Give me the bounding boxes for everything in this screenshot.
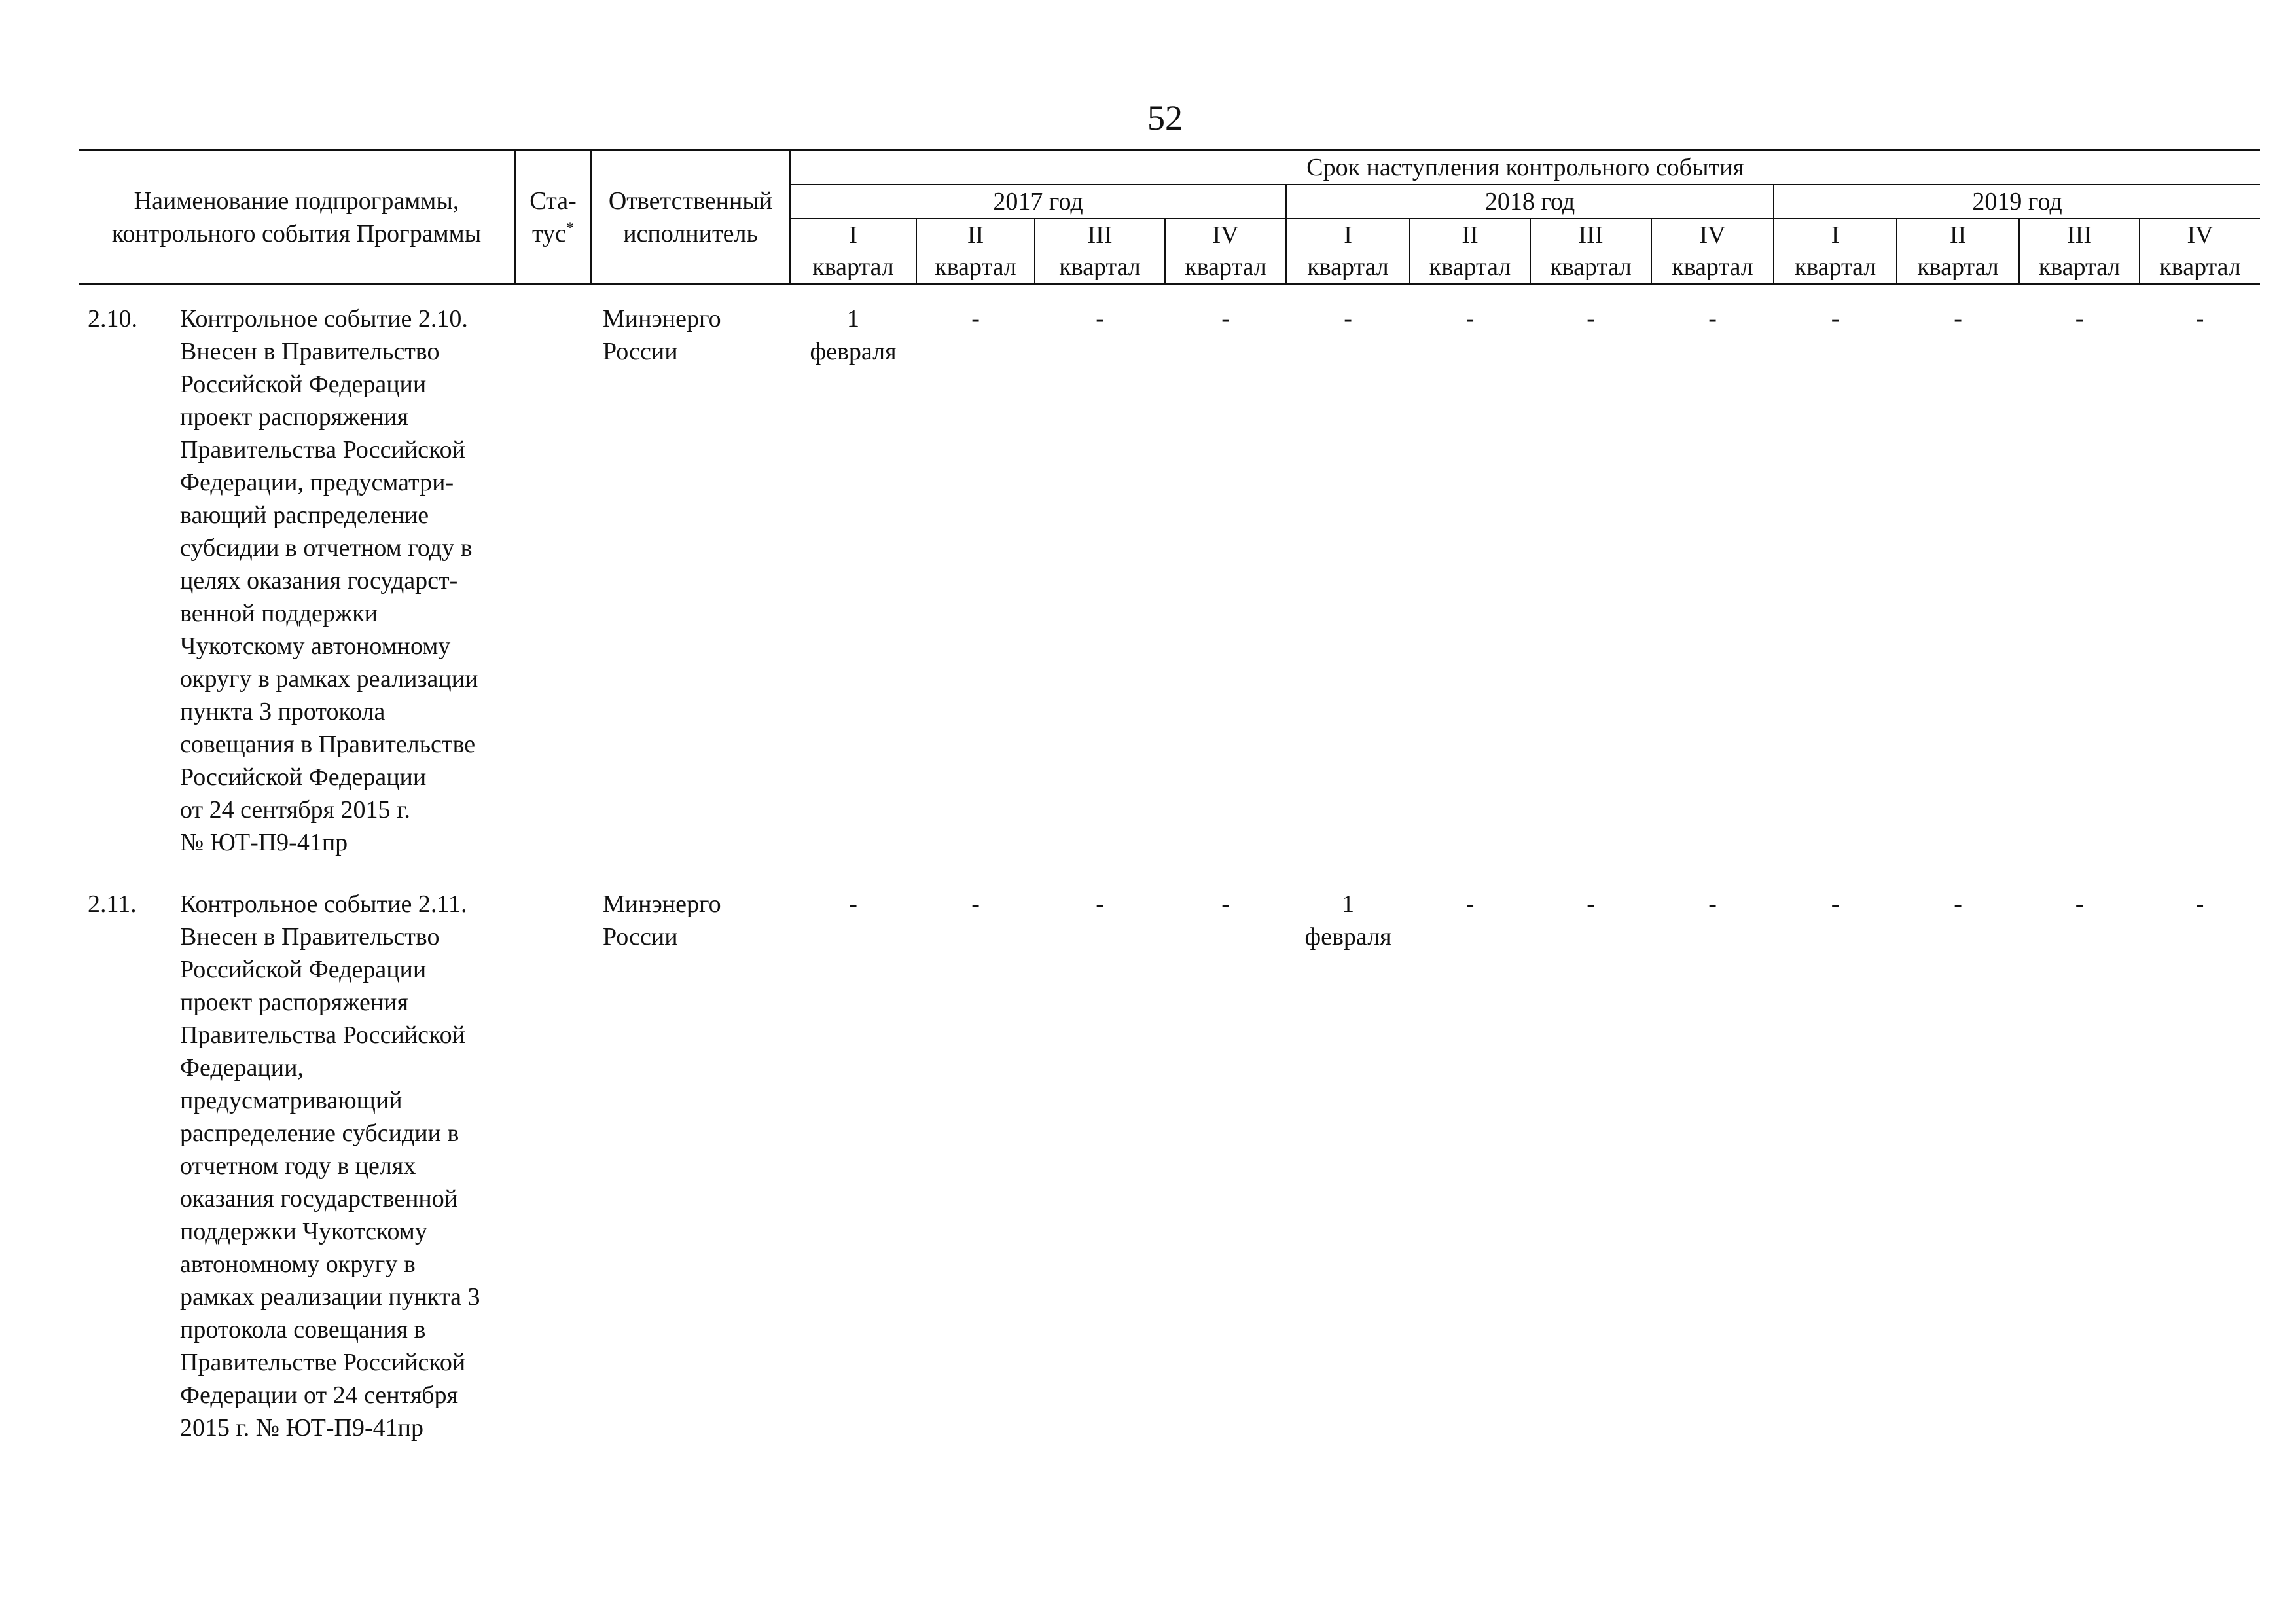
deadline-value: - bbox=[971, 890, 980, 918]
event-description-line: Федерации, предусматри- bbox=[180, 469, 454, 496]
table-body bbox=[79, 285, 2260, 1445]
deadline-value: - bbox=[1465, 305, 1475, 333]
deadline-value: - bbox=[1954, 305, 1962, 333]
header-year-2019: 2019 год bbox=[1774, 185, 2260, 219]
quarter-deadline-cell bbox=[1410, 302, 1530, 859]
deadline-value: - bbox=[2075, 305, 2084, 333]
event-description-line: Российской Федерации bbox=[180, 763, 427, 791]
deadline-value: - bbox=[1831, 890, 1840, 918]
quarter-deadline-cell bbox=[1897, 888, 2019, 1444]
quarter-label: квартал bbox=[935, 253, 1016, 281]
event-description-line: от 24 сентября 2015 г. bbox=[180, 796, 410, 824]
event-description-line: рамках реализации пункта 3 bbox=[180, 1283, 480, 1311]
deadline-value: - bbox=[1831, 305, 1840, 333]
responsible-executor bbox=[591, 302, 790, 859]
executor-line: России bbox=[603, 338, 678, 365]
quarter-deadline-cell bbox=[1774, 302, 1897, 859]
quarter-numeral: IV bbox=[1212, 221, 1239, 249]
event-description-line: проект распоряжения bbox=[180, 403, 409, 431]
quarter-label: квартал bbox=[1794, 253, 1876, 281]
event-description-line: целях оказания государст- bbox=[180, 567, 458, 594]
deadline-value: - bbox=[2195, 890, 2204, 918]
quarter-deadline-cell bbox=[2019, 302, 2140, 859]
event-description-line: Внесен в Правительство bbox=[180, 923, 440, 951]
event-description-line: Российской Федерации bbox=[180, 956, 427, 983]
event-description-line: Правительстве Российской bbox=[180, 1349, 466, 1376]
event-description bbox=[166, 302, 515, 859]
event-description-line: Федерации, bbox=[180, 1054, 304, 1082]
deadline-value: - bbox=[849, 890, 857, 918]
event-description-line: 2015 г. № ЮТ-П9-41пр bbox=[180, 1414, 423, 1442]
header-quarter-2-2 bbox=[1410, 219, 1530, 285]
header-status-footnote-mark: * bbox=[566, 219, 574, 237]
header-status-line2: тус bbox=[532, 220, 566, 247]
quarter-label: квартал bbox=[2038, 253, 2121, 281]
quarter-deadline-cell bbox=[2140, 888, 2260, 1444]
header-status-column bbox=[515, 151, 591, 285]
header-quarter-2-4 bbox=[1651, 219, 1774, 285]
event-description-line: вающий распределение bbox=[180, 501, 429, 529]
deadline-value: - bbox=[2195, 305, 2204, 333]
table-row bbox=[79, 302, 2260, 859]
executor-line: Минэнерго bbox=[603, 305, 721, 333]
event-description-line: венной поддержки bbox=[180, 600, 378, 627]
executor-line: России bbox=[603, 923, 678, 951]
quarter-label: квартал bbox=[1917, 253, 1999, 281]
quarter-label: квартал bbox=[1307, 253, 1389, 281]
quarter-numeral: III bbox=[1087, 221, 1113, 249]
event-description-line: протокола совещания в bbox=[180, 1316, 426, 1343]
deadline-value: 1 bbox=[847, 305, 860, 333]
quarter-label: квартал bbox=[1185, 253, 1266, 281]
header-status-line1: Ста- bbox=[529, 187, 577, 215]
event-description-line: отчетном году в целях bbox=[180, 1152, 416, 1180]
quarter-deadline-cell bbox=[1530, 888, 1651, 1444]
deadline-value: - bbox=[1954, 890, 1962, 918]
quarter-label: квартал bbox=[1672, 253, 1753, 281]
event-description-line: автономному округу в bbox=[180, 1250, 416, 1278]
quarter-label: квартал bbox=[1059, 253, 1141, 281]
quarter-label: квартал bbox=[812, 253, 894, 281]
header-executor-column bbox=[591, 151, 790, 285]
header-quarter-3-4 bbox=[2140, 219, 2260, 285]
quarter-deadline-cell bbox=[1774, 888, 1897, 1444]
event-description-line: Чукотскому автономному bbox=[180, 632, 451, 660]
header-year-2018: 2018 год bbox=[1286, 185, 1774, 219]
header-quarter-1-2 bbox=[916, 219, 1035, 285]
header-deadline-caption: Срок наступления контрольного события bbox=[790, 151, 2260, 185]
quarter-numeral: I bbox=[1344, 221, 1352, 249]
page-number: 52 bbox=[1147, 98, 1183, 137]
deadline-value: - bbox=[1344, 305, 1352, 333]
header-quarter-2-1 bbox=[1286, 219, 1410, 285]
quarter-numeral: I bbox=[849, 221, 857, 249]
event-description-line: пункта 3 протокола bbox=[180, 698, 386, 725]
deadline-value: - bbox=[1708, 890, 1717, 918]
quarter-deadline-cell bbox=[1286, 888, 1410, 1444]
deadline-value: - bbox=[1587, 305, 1595, 333]
table-header bbox=[79, 151, 2260, 285]
responsible-executor bbox=[591, 888, 790, 1444]
event-description-line: Контрольное событие 2.11. bbox=[180, 890, 467, 918]
deadline-value: - bbox=[1096, 890, 1104, 918]
event-description-line: округу в рамках реализации bbox=[180, 665, 478, 693]
deadline-value: 1 bbox=[1342, 890, 1355, 918]
row-number: 2.11. bbox=[88, 890, 137, 918]
quarter-numeral: IV bbox=[2187, 221, 2214, 249]
quarter-numeral: III bbox=[1578, 221, 1604, 249]
header-executor-line2: исполнитель bbox=[623, 220, 758, 247]
header-quarter-3-3 bbox=[2019, 219, 2140, 285]
header-year-2017: 2017 год bbox=[790, 185, 1286, 219]
deadline-value: - bbox=[1587, 890, 1595, 918]
quarter-numeral: IV bbox=[1699, 221, 1726, 249]
deadline-value: - bbox=[1221, 305, 1230, 333]
deadline-value: - bbox=[1096, 305, 1104, 333]
quarter-deadline-cell bbox=[1651, 302, 1774, 859]
header-name-column: Наименование подпрограммы, контрольного события Программы bbox=[79, 151, 515, 285]
event-description-line: Правительства Российской bbox=[180, 1021, 465, 1049]
event-description-line: оказания государственной bbox=[180, 1185, 458, 1213]
quarter-deadline-cell bbox=[1286, 302, 1410, 859]
header-quarter-1-1 bbox=[790, 219, 916, 285]
event-description-line: совещания в Правительстве bbox=[180, 731, 476, 758]
quarter-deadline-cell bbox=[1165, 302, 1286, 859]
quarter-deadline-cell bbox=[1897, 302, 2019, 859]
quarter-numeral: II bbox=[1949, 221, 1967, 249]
control-events-table bbox=[79, 149, 2260, 1444]
quarter-deadline-cell bbox=[2140, 302, 2260, 859]
event-description bbox=[166, 888, 515, 1444]
event-status bbox=[515, 888, 591, 1444]
quarter-deadline-cell bbox=[790, 302, 916, 859]
deadline-value: - bbox=[1708, 305, 1717, 333]
event-description-line: № ЮТ-П9-41пр bbox=[180, 829, 348, 856]
table-row bbox=[79, 888, 2260, 1444]
header-executor-line1: Ответственный bbox=[608, 187, 773, 215]
quarter-deadline-cell bbox=[1035, 888, 1165, 1444]
header-quarter-2-3 bbox=[1530, 219, 1651, 285]
quarter-label: квартал bbox=[1429, 253, 1511, 281]
quarter-label: квартал bbox=[2159, 253, 2241, 281]
event-description-line: Российской Федерации bbox=[180, 371, 427, 398]
event-description-line: поддержки Чукотскому bbox=[180, 1218, 427, 1245]
deadline-month: февраля bbox=[810, 338, 897, 365]
quarter-numeral: II bbox=[967, 221, 984, 249]
quarter-numeral: II bbox=[1462, 221, 1479, 249]
executor-line: Минэнерго bbox=[603, 890, 721, 918]
quarter-deadline-cell bbox=[1165, 888, 1286, 1444]
event-description-line: Федерации от 24 сентября bbox=[180, 1381, 458, 1409]
quarter-numeral: I bbox=[1831, 221, 1840, 249]
header-quarter-1-3 bbox=[1035, 219, 1165, 285]
event-description-line: Контрольное событие 2.10. bbox=[180, 305, 468, 333]
event-description-line: предусматривающий bbox=[180, 1087, 403, 1114]
event-status bbox=[515, 302, 591, 859]
event-description-line: Правительства Российской bbox=[180, 436, 465, 464]
quarter-numeral: III bbox=[2067, 221, 2092, 249]
quarter-deadline-cell bbox=[790, 888, 916, 1444]
row-number: 2.10. bbox=[88, 305, 137, 333]
quarter-deadline-cell bbox=[1651, 888, 1774, 1444]
header-quarter-3-1 bbox=[1774, 219, 1897, 285]
quarter-deadline-cell bbox=[1530, 302, 1651, 859]
header-quarter-3-2 bbox=[1897, 219, 2019, 285]
deadline-value: - bbox=[2075, 890, 2084, 918]
deadline-value: - bbox=[1221, 890, 1230, 918]
deadline-month: февраля bbox=[1304, 923, 1391, 951]
quarter-deadline-cell bbox=[2019, 888, 2140, 1444]
event-description-line: распределение субсидии в bbox=[180, 1120, 459, 1147]
quarter-deadline-cell bbox=[916, 302, 1035, 859]
event-description-line: Внесен в Правительство bbox=[180, 338, 440, 365]
deadline-value: - bbox=[971, 305, 980, 333]
quarter-deadline-cell bbox=[916, 888, 1035, 1444]
quarter-label: квартал bbox=[1550, 253, 1632, 281]
quarter-deadline-cell bbox=[1410, 888, 1530, 1444]
header-quarter-1-4 bbox=[1165, 219, 1286, 285]
deadline-value: - bbox=[1465, 890, 1475, 918]
event-description-line: проект распоряжения bbox=[180, 989, 409, 1016]
quarter-deadline-cell bbox=[1035, 302, 1165, 859]
event-description-line: субсидии в отчетном году в bbox=[180, 534, 473, 562]
